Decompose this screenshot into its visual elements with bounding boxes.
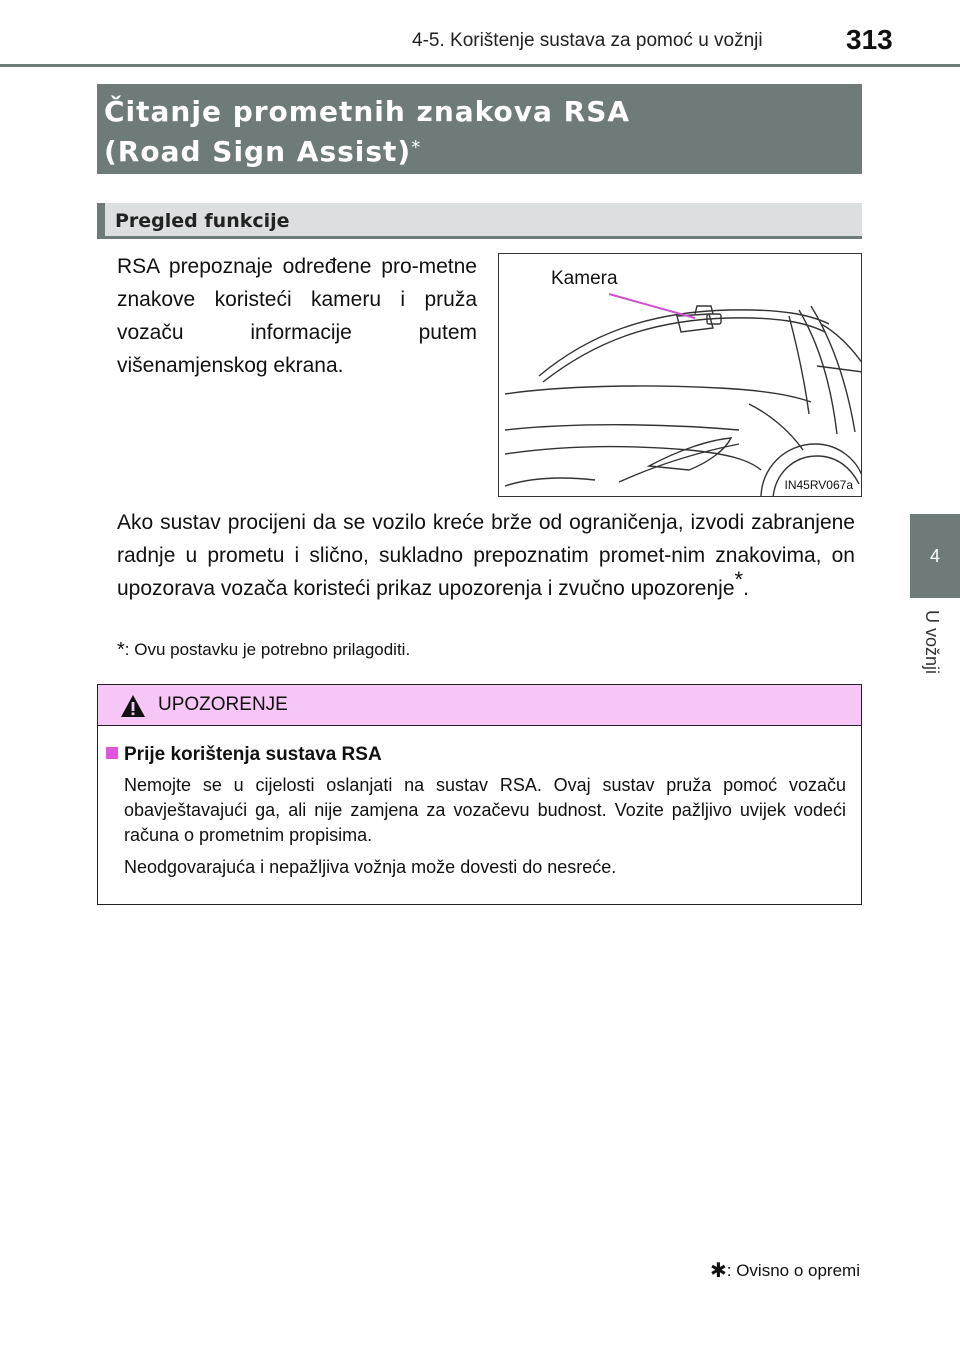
warning-paragraph-2: Neodgovarajuća i nepažljiva vožnja može dovesti do nesreće. — [124, 857, 617, 877]
title-line-2-text: (Road Sign Assist) — [104, 135, 412, 168]
warning-triangle-icon — [120, 694, 146, 718]
square-bullet-icon — [106, 747, 118, 759]
windshield-illustration — [499, 254, 862, 497]
body-end: . — [743, 577, 749, 600]
chapter-label-text: U vožnji — [922, 610, 942, 675]
header-section-title: 4-5. Korištenje sustava za pomoć u vožnji — [412, 30, 763, 51]
subheading-text: Pregled funkcije — [115, 210, 290, 232]
warning-header — [98, 685, 861, 726]
equipment-footnote-text: : Ovisno o opremi — [726, 1261, 860, 1280]
page-number: 313 — [846, 24, 893, 55]
warning-item-title-text: Prije korištenja sustava RSA — [124, 744, 382, 765]
chapter-tab: 4 — [910, 514, 960, 598]
chapter-side-label — [912, 610, 952, 700]
warning-box — [97, 684, 862, 905]
warning-title: UPOZORENJE — [158, 694, 288, 715]
header-rule — [0, 64, 960, 67]
setting-footnote-asterisk: * — [117, 639, 125, 661]
setting-footnote-text: : Ovu postavku je potrebno prilagoditi. — [124, 640, 411, 659]
figure-code: IN45RV067a — [784, 478, 853, 492]
title-asterisk: * — [411, 137, 422, 158]
intro-paragraph: RSA prepoznaje određene pro-metne znakove koristeći kameru i pruža vozaču informacije putem višenamjenskog ekrana. — [117, 255, 477, 377]
section-title-box — [97, 84, 862, 174]
camera-figure — [498, 253, 862, 497]
subheading-bar — [97, 203, 105, 239]
equipment-footnote-asterisk: ✱ — [710, 1260, 727, 1282]
subheading — [97, 203, 862, 239]
title-line-1: Čitanje prometnih znakova RSA — [104, 95, 631, 128]
body-asterisk: * — [734, 567, 744, 592]
warning-item-title — [106, 744, 382, 766]
body-paragraph — [117, 506, 855, 605]
equipment-footnote — [700, 1258, 860, 1283]
title-line-2 — [104, 132, 862, 172]
body-text: Ako sustav procijeni da se vozilo kreće brže od ograničenja, izvodi zabranjene radnje u prometu i slično, sukladno prepoznatim promet-nim znakovima, on upozorava vozača koristeći prikaz upozorenja i zvučno upozorenje — [117, 511, 855, 600]
warning-paragraph-1: Nemojte se u cijelosti oslanjati na sustav RSA. Ovaj sustav pruža pomoć vozaču obavještavajući ga, ali nije zamjena za vozačevu budnost. Vozite pažljivo uvijek vodeći računa o prometnim propisima. — [124, 775, 846, 845]
camera-label: Kamera — [551, 268, 618, 289]
setting-footnote — [117, 640, 410, 660]
